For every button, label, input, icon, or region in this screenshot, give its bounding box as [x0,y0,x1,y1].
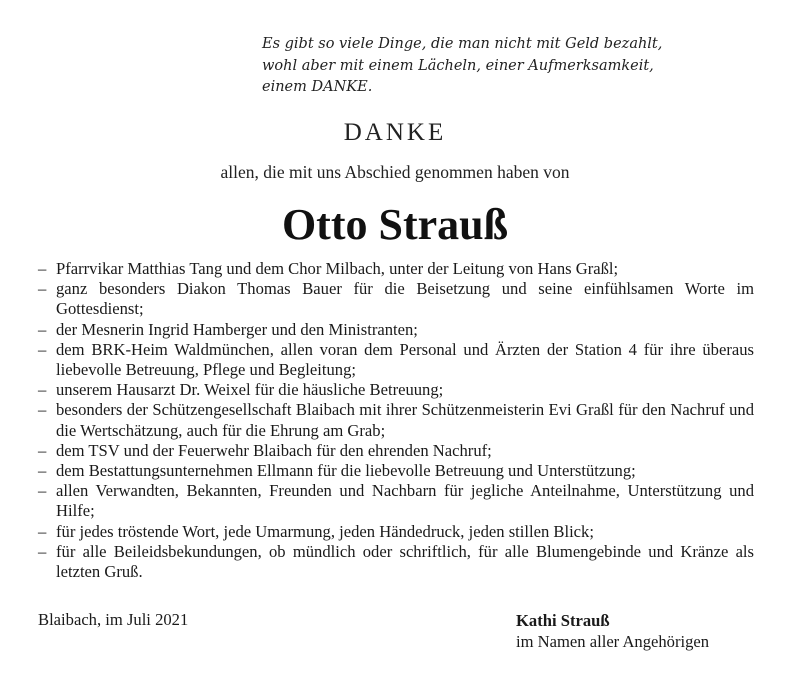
dash-bullet: – [38,481,47,501]
thanks-list [38,259,754,582]
dash-bullet: – [38,541,47,561]
quote-line-2: wohl aber mit einem Lächeln, einer Aufmerksamkeit, [262,57,654,74]
signer-name: Kathi Strauß [516,611,610,630]
list-item [38,441,754,461]
list-item-text: dem Bestattungsunternehmen Ellmann für die liebevolle Betreuung und Unterstützung; [56,461,636,481]
dedication-quote [262,34,762,99]
signer-note: im Namen aller Angehörigen [516,632,710,651]
dash-bullet: – [38,380,47,400]
list-item [38,279,754,319]
deceased-name: Otto Strauß [281,200,509,249]
dash-bullet: – [38,339,47,359]
list-item-text: ganz besonders Diakon Thomas Bauer für die Beisetzung und seine einfühlsamen Worte im Gottesdienst; [56,279,754,319]
dash-bullet: – [38,279,47,299]
signature-block [516,610,776,652]
dash-bullet: – [38,400,47,420]
dash-bullet: – [38,440,47,460]
list-item [38,380,754,400]
list-item-text: Pfarrvikar Matthias Tang und dem Chor Milbach, unter der Leitung von Hans Graßl; [56,259,619,278]
list-item [38,259,754,279]
list-item-text: dem BRK-Heim Waldmünchen, allen voran dem Personal und Ärzten der Station 4 für ihre überaus liebevolle Betreuung, Pflege und Begleitung; [56,339,754,380]
dash-bullet: – [38,521,47,541]
list-item [38,461,754,481]
list-item-text: für jedes tröstende Wort, jede Umarmung, jeden Händedruck, jeden stillen Blick; [56,521,594,541]
list-item-text: allen Verwandten, Bekannten, Freunden und Nachbarn für jegliche Anteilnahme, Unterstützung und Hilfe; [56,481,754,521]
list-item [38,400,754,440]
list-item-text: besonders der Schützengesellschaft Blaibach mit ihrer Schützenmeisterin Evi Graßl für den Nachruf und die Wertschätzung, auch für die Ehrung am Grab; [56,400,754,440]
list-item-text: für alle Beileidsbekundungen, ob mündlich oder schriftlich, für alle Blumengebinde und Kränze als letzten Gruß. [56,541,754,582]
place-date: Blaibach, im Juli 2021 [38,610,189,629]
heading: DANKE [343,119,447,146]
list-item [38,481,754,521]
dash-bullet: – [38,461,47,481]
quote-line-3: einem DANKE. [262,79,373,95]
dash-bullet: – [38,319,47,339]
list-item [38,320,754,340]
intro-text: allen, die mit uns Abschied genommen haben von [220,162,570,182]
list-item [38,340,754,380]
list-item-text: dem TSV und der Feuerwehr Blaibach für den ehrenden Nachruf; [56,440,492,460]
list-item [38,542,754,582]
list-item-text: der Mesnerin Ingrid Hamberger und den Ministranten; [56,319,418,339]
quote-line-1: Es gibt so viele Dinge, die man nicht mit Geld bezahlt, [262,36,663,52]
dash-bullet: – [38,259,47,278]
list-item-text: unserem Hausarzt Dr. Weixel für die häusliche Betreuung; [56,380,444,400]
list-item [38,522,754,542]
